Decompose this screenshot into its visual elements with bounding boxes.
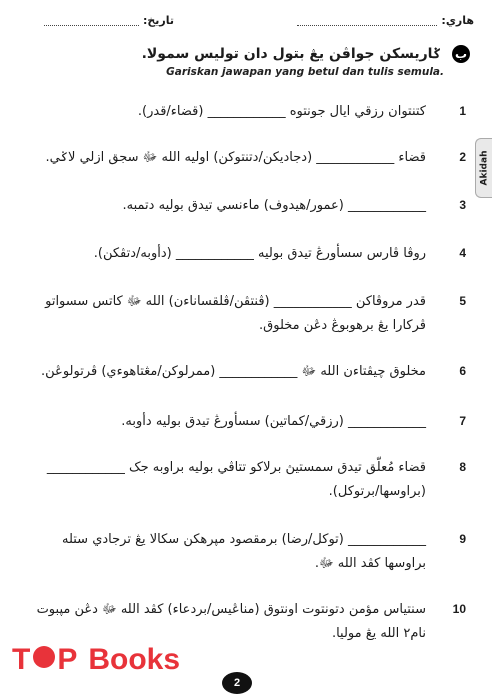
subject-tab-label: Akidah: [479, 150, 489, 186]
question-number: 3: [459, 198, 466, 212]
question-item: [18, 100, 466, 124]
question-text: ____________ (توكل/رضا) برمقصود مپرهكن سكالا يڠ ترجادي ستله براوسها كڤد الله ﷻ.: [61, 532, 426, 571]
logo-books-text: Books: [88, 643, 181, 676]
date-blank: [44, 15, 139, 26]
logo-circle-icon: [33, 646, 55, 668]
section-badge: ب: [452, 45, 470, 63]
question-number: 9: [459, 532, 466, 546]
page-number-badge: 2: [222, 672, 252, 694]
question-text: كتنتوان رزقي ايال جونتوه ____________ (قضاء/قدر).: [137, 104, 426, 119]
instruction-jawi-line: [30, 44, 470, 64]
question-number: 4: [459, 246, 466, 260]
question-item: [18, 528, 466, 576]
question-number: 5: [459, 294, 466, 308]
question-number: 2: [459, 150, 466, 164]
question-text: قدر مروڤاكن ____________ (ڤنتڤن/ڤلقساناءن) الله ﷻ كاتس سسواتو ڤركارا يڠ برهوبوڠ دڠن مخلوق.: [45, 294, 426, 333]
question-item: [18, 598, 466, 646]
question-number: 6: [459, 364, 466, 378]
question-item: [18, 290, 466, 338]
question-text: ____________ (عمور/هيدوف) ماءنسي تيدق بوليه دتمبه.: [122, 198, 426, 213]
question-item: [18, 360, 466, 384]
instruction-malay: Gariskan jawapan yang betul dan tulis semula.: [166, 66, 444, 78]
question-text: ____________ (رزقي/كماتين) سسأورڠ تيدق بوليه دأوبه.: [121, 414, 426, 429]
question-number: 1: [459, 104, 466, 118]
question-number: 8: [459, 460, 466, 474]
question-item: [18, 194, 466, 218]
day-blank: [297, 15, 437, 26]
question-text: مخلوق چيڤتاءن الله ﷻ ____________ (ممرلوكن/مڠتاهوءي) ڤرتولوڠن.: [41, 364, 426, 379]
question-item: [18, 456, 466, 504]
day-field: [297, 14, 474, 27]
subject-side-tab: [475, 138, 492, 198]
logo-letter-t: T: [12, 643, 32, 676]
question-text: سنتياس مؤمن دتونتوت اونتوق (مناڠيس/بردعاء) كڤد الله ﷻ دڠن مپبوت نام٢ الله يڠ موليا.: [36, 602, 426, 641]
topbooks-logo: [12, 642, 180, 678]
question-item: [18, 410, 466, 434]
question-number: 7: [459, 414, 466, 428]
date-label: تاريخ:: [142, 14, 174, 27]
question-item: [18, 146, 466, 170]
instruction-jawi: ݢاريسکن جواڤن يڠ بتول دان توليس سمولا.: [141, 46, 442, 62]
question-number: 10: [452, 602, 466, 616]
day-label: هاري:: [441, 14, 474, 27]
question-text: قضاء ____________ (دجاديكن/دتنتوكن) اوليه الله ﷻ سجق ازلي لاݢي.: [45, 150, 426, 165]
section-instructions: [30, 44, 470, 78]
question-item: [18, 242, 466, 266]
page-header: [0, 14, 492, 40]
question-text: روڤا ڤارس سسأورڠ تيدق بوليه ____________ (دأوبه/دتڤكن).: [93, 246, 426, 261]
logo-letter-p: P: [57, 643, 79, 676]
question-text: قضاء مُعلّق تيدق سمستيڽ برلاكو تتاڤي بوليه براوبه جک ____________ (براوسها/برتوكل).: [46, 460, 426, 499]
date-field: [44, 14, 174, 27]
